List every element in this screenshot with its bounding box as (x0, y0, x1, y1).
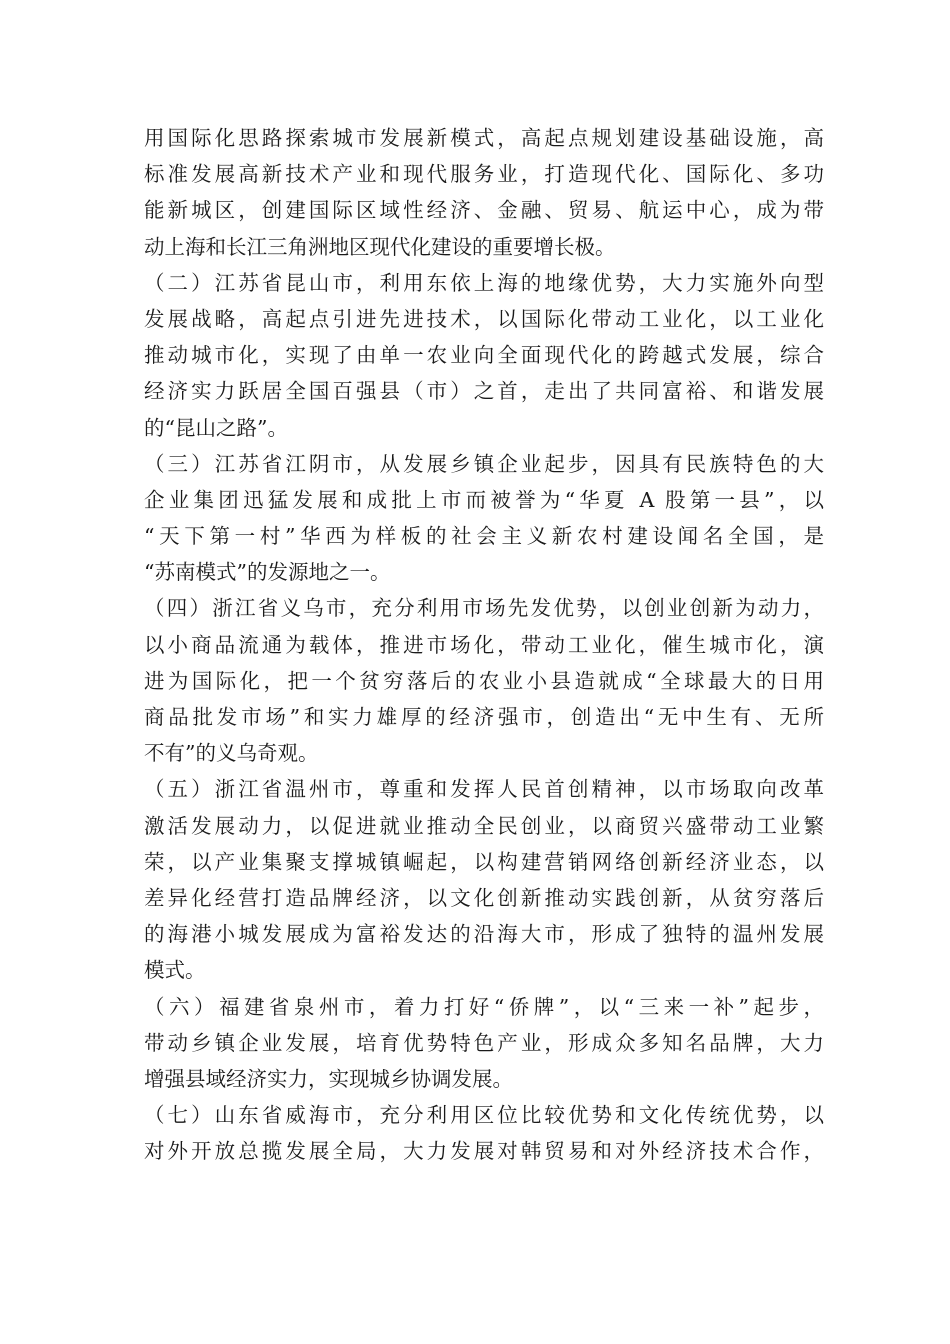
text-line: 商品批发市场”和实力雄厚的经济强市，创造出“无中生有、无所 (144, 705, 824, 729)
text-line: 推动城市化，实现了由单一农业向全面现代化的跨越式发展，综合 (144, 343, 824, 368)
text-line: （二）江苏省昆山市，利用东依上海的地缘优势，大力实施外向型 (144, 270, 824, 295)
text-line: （七）山东省威海市，充分利用区位比较优势和文化传统优势，以 (144, 1103, 824, 1128)
document-body (144, 120, 824, 1169)
text-line: 企业集团迅猛发展和成批上市而被誉为“华夏 A 股第一县”，以 (144, 487, 824, 512)
text-line: 进为国际化，把一个贫穷落后的农业小县造就成“全球最大的日用 (144, 668, 824, 693)
text-line: 标准发展高新技术产业和现代服务业，打造现代化、国际化、多功 (144, 162, 824, 187)
text-line: 经济实力跃居全国百强县（市）之首，走出了共同富裕、和谐发展 (144, 379, 824, 404)
text-line: 的海港小城发展成为富裕发达的沿海大市，形成了独特的温州发展 (144, 922, 824, 947)
text-line: 动上海和长江三角洲地区现代化建设的重要增长极。 (144, 234, 616, 259)
text-line: 的“昆山之路”。 (144, 415, 288, 440)
text-line: 对外开放总揽发展全局，大力发展对韩贸易和对外经济技术合作， (144, 1139, 824, 1164)
text-line: 能新城区，创建国际区域性经济、金融、贸易、航运中心，成为带 (144, 198, 824, 223)
text-line: 带动乡镇企业发展，培育优势特色产业，形成众多知名品牌，大力 (144, 1030, 824, 1055)
text-line: 不有”的义乌奇观。 (144, 741, 319, 766)
text-line: 增强县域经济实力，实现城乡协调发展。 (144, 1066, 513, 1091)
text-line: （五）浙江省温州市，尊重和发挥人民首创精神，以市场取向改革 (144, 777, 824, 802)
text-line: （四）浙江省义乌市，充分利用市场先发优势，以创业创新为动力， (144, 596, 824, 621)
text-line: 用国际化思路探索城市发展新模式，高起点规划建设基础设施，高 (144, 126, 824, 150)
text-line: 以小商品流通为载体，推进市场化，带动工业化，催生城市化，演 (144, 632, 824, 657)
text-line: 差异化经营打造品牌经济，以文化创新推动实践创新，从贫穷落后 (144, 885, 824, 910)
text-line: （三）江苏省江阴市，从发展乡镇企业起步，因具有民族特色的大 (144, 451, 824, 476)
text-line: 激活发展动力，以促进就业推动全民创业，以商贸兴盛带动工业繁 (144, 813, 824, 838)
text-line: “苏南模式”的发源地之一。 (144, 560, 391, 585)
text-line: 荣，以产业集聚支撑城镇崛起，以构建营销网络创新经济业态，以 (144, 849, 824, 874)
text-line: “天下第一村”华西为样板的社会主义新农村建设闻名全国，是 (144, 524, 824, 549)
text-line: 模式。 (144, 958, 206, 983)
text-line: （六）福建省泉州市，着力打好“侨牌”，以“三来一补”起步， (144, 994, 824, 1019)
text-line: 发展战略，高起点引进先进技术，以国际化带动工业化，以工业化 (144, 306, 824, 331)
